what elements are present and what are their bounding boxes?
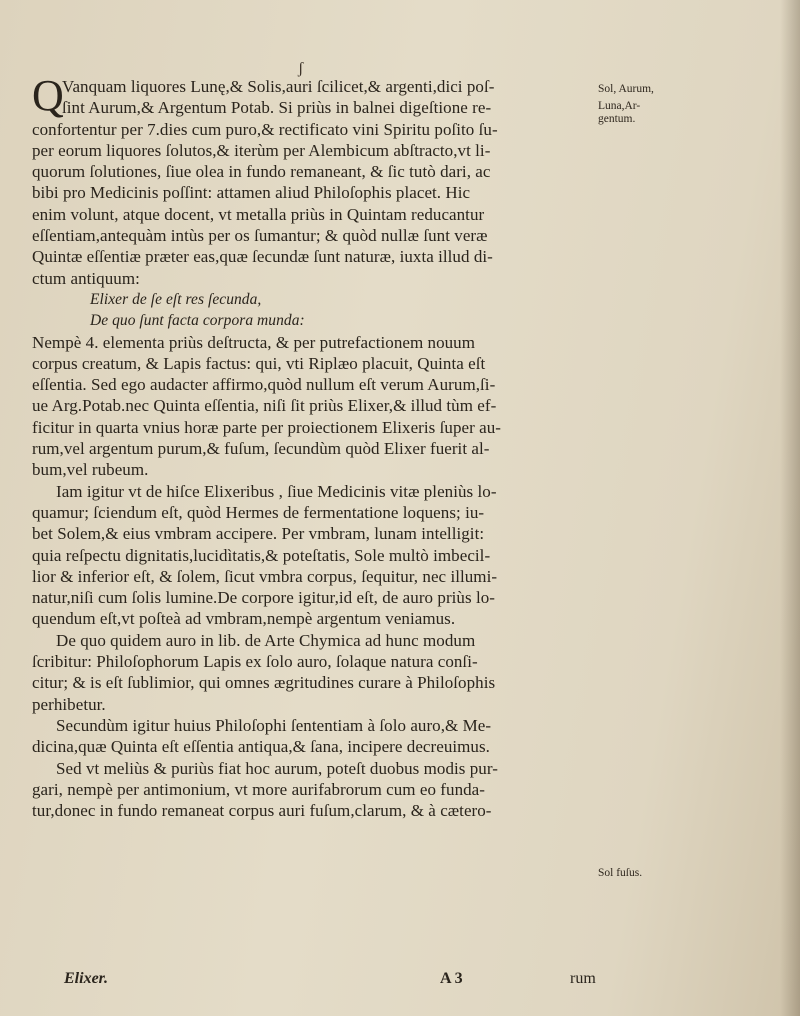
text-line: per eorum liquores ſolutos,& iterùm per Alembicum abſtracto,vt li- (32, 140, 491, 160)
text-line: ſint Aurum,& Argentum Potab. Si priùs in balnei digeſtione re- (62, 98, 492, 118)
text-line: eſſentia. Sed ego audacter affirmo,quòd nullum eſt verum Aurum,ſi- (32, 375, 496, 395)
verse-line: Elixer de ſe eſt res ſecunda, (90, 290, 262, 308)
drop-capital: Q (32, 71, 64, 120)
margin-note-luna-ar: Luna,Ar- (598, 100, 641, 112)
margin-note-sol-aurum: Sol, Aurum, (598, 83, 654, 95)
text-line: tur,donec in fundo remaneat corpus auri fuſum,clarum, & à cætero- (32, 801, 492, 821)
text-line: quendum eſt,vt poſteà ad vmbram,nempè argentum veniamus. (32, 609, 456, 629)
text-line: Vanquam liquores Lunę,& Solis,auri ſcilicet,& argenti,dici poſ- (62, 77, 495, 96)
text-line: confortentur per 7.dies cum puro,& rectificato vini Spiritu poſito ſu- (32, 119, 498, 139)
text-line: dicina,quæ Quinta eſt eſſentia antiqua,& ſana, incipere decreuimus. (32, 737, 490, 757)
text-line: bibi pro Medicinis poſſint: attamen aliud Philoſophis placet. Hic (32, 183, 471, 203)
text-line: ue Arg.Potab.nec Quinta eſſentia, niſi ſit priùs Elixer,& illud tùm ef- (32, 396, 497, 416)
text-line: quamur; ſciendum eſt, quòd Hermes de fermentatione loquens; iu- (32, 502, 485, 522)
margin-note-gentum: gentum. (598, 113, 636, 125)
text-line: Quintæ eſſentiæ præter eas,quæ ſecundæ ſunt naturæ, iuxta illud di- (32, 247, 493, 267)
gathering-signature: A 3 (440, 970, 463, 987)
text-line: citur; & is eſt ſublimior, qui omnes ægritudines curare à Philoſophis (32, 673, 496, 693)
text-line: quia reſpectu dignitatis,lucidìtatis,& poteſtatis, Sole multò imbecil- (32, 545, 491, 565)
page-edge-shadow (780, 0, 800, 1016)
verse-line: De quo ſunt facta corpora munda: (90, 312, 305, 330)
text-line: Secundùm igitur huius Philoſophi ſententiam à ſolo auro,& Me- (56, 715, 492, 735)
text-line: De quo quidem auro in lib. de Arte Chymica ad hunc modum (56, 630, 476, 650)
text-line: eſſentiam,antequàm intùs per os ſumantur; & quòd nullæ ſunt veræ (32, 226, 488, 246)
text-line: corpus creatum, & Lapis factus: qui, vti Riplæo placuit, Quinta eſt (32, 353, 486, 373)
text-line: Nempè 4. elementa priùs deſtructa, & per putrefactionem nouum (32, 332, 476, 352)
text-line: Iam igitur vt de hiſce Elixeribus , ſiue Medicinis vitæ pleniùs lo- (56, 481, 497, 501)
footer-catchword-left: Elixer. (64, 970, 109, 987)
catchword: rum (570, 970, 596, 987)
main-text-block (32, 71, 587, 821)
text-line: bum,vel rubeum. (32, 460, 149, 480)
margin-note-sol-fusus: Sol fuſus. (598, 867, 643, 879)
text-line: ficitur in quarta vnius horæ parte per proiectionem Elixeris ſuper au- (32, 417, 501, 437)
text-line: enim volunt, atque docent, vt metalla priùs in Quintam reducantur (32, 204, 485, 224)
text-line: ctum antiquum: (32, 268, 140, 288)
text-line: rum,vel argentum purum,& fuſum, ſecundùm quòd Elixer fuerit al- (32, 439, 490, 459)
text-line: ſcribitur: Philoſophorum Lapis ex ſolo auro, ſolaque natura conſi- (32, 652, 478, 672)
text-line: natur,niſi cum ſolis lumine.De corpore igitur,id eſt, de auro priùs lo- (32, 588, 495, 608)
text-line: bet Solem,& eius vmbram accipere. Per vmbram, lunam intelligit: (32, 524, 485, 544)
signature-mark: ʃ (298, 60, 304, 77)
text-line: perhibetur. (32, 694, 106, 714)
text-line: Sed vt meliùs & puriùs fiat hoc aurum, poteſt duobus modis pur- (56, 758, 498, 778)
page-footer (64, 970, 596, 1016)
text-line: lior & inferior eſt, & ſolem, ſicut vmbra corpus, ſequitur, nec illumi- (32, 566, 498, 586)
text-line: gari, nempè per antimonium, vt more aurifabrorum cum eo funda- (32, 779, 485, 799)
text-line: quorum ſolutiones, ſiue olea in fundo remaneant, & ſic tutò dari, ac (32, 162, 491, 182)
